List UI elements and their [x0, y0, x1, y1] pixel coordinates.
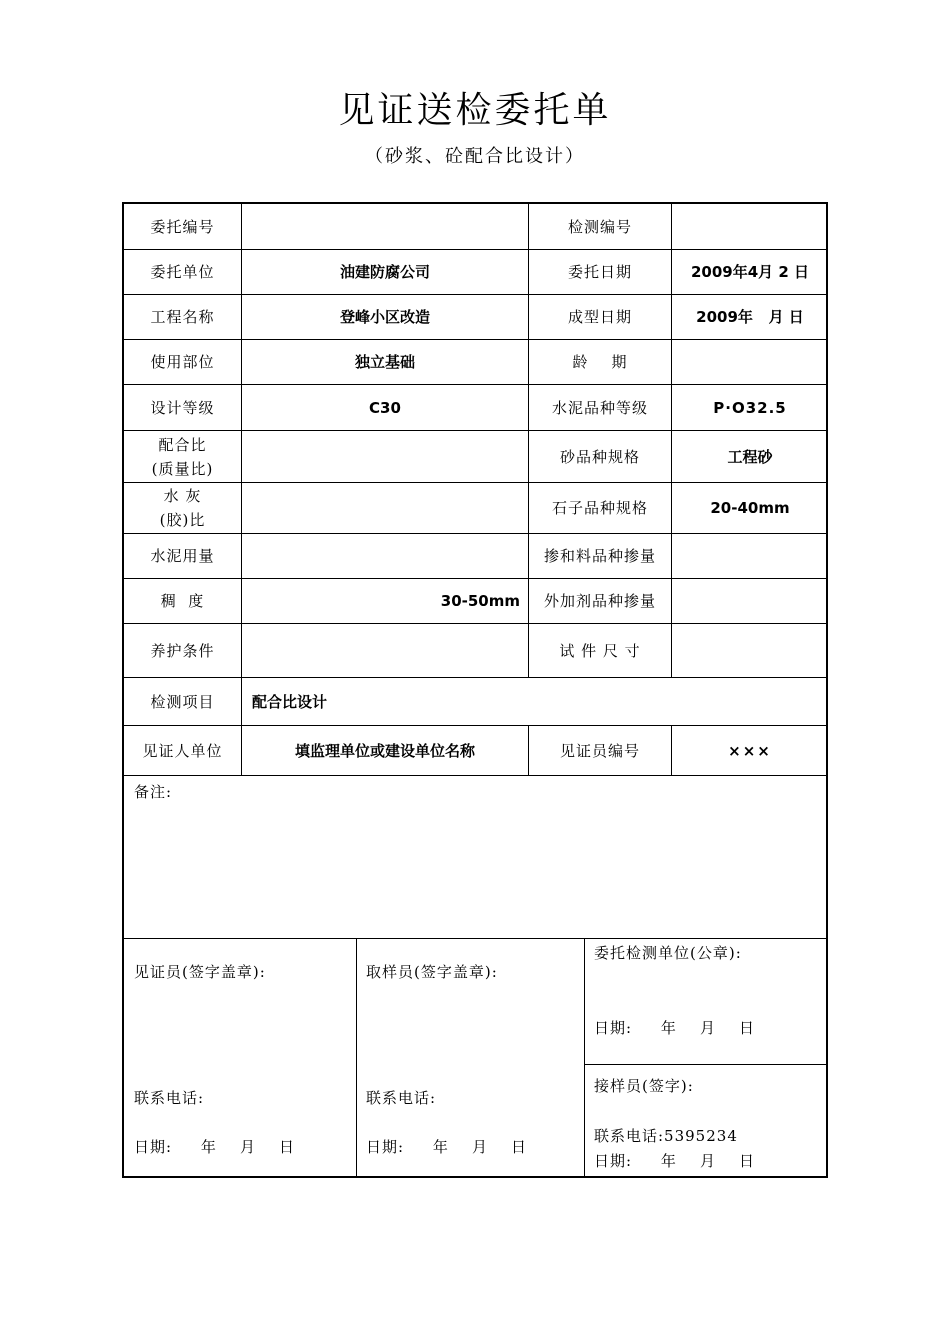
footer-divider-1	[356, 939, 357, 1178]
label-age: 龄 期	[529, 340, 672, 385]
value-entrust-unit[interactable]: 油建防腐公司	[242, 250, 529, 295]
label-water-cement-ratio	[124, 483, 242, 534]
value-mix-ratio[interactable]	[242, 431, 529, 483]
label-witness-no: 见证员编号	[529, 726, 672, 776]
label-mix-ratio-line1: 配合比	[158, 435, 207, 454]
label-admixture-amount: 掺和料品种掺量	[529, 534, 672, 579]
label-test-no: 检测编号	[529, 204, 672, 250]
value-design-grade[interactable]: C30	[242, 385, 529, 431]
label-usage-part: 使用部位	[124, 340, 242, 385]
receiver-date: 日期: 年 月 日	[594, 1152, 756, 1170]
value-admixture-amount[interactable]	[672, 534, 828, 579]
label-sand-spec: 砂品种规格	[529, 431, 672, 483]
label-specimen-size: 试 件 尺 寸	[529, 624, 672, 678]
value-witness-no[interactable]: ×××	[672, 726, 828, 776]
label-witness-unit: 见证人单位	[124, 726, 242, 776]
label-entrust-unit: 委托单位	[124, 250, 242, 295]
value-curing[interactable]	[242, 624, 529, 678]
value-cement-grade[interactable]: P·O32.5	[672, 385, 828, 431]
sampler-phone: 联系电话:	[366, 1089, 437, 1107]
label-design-grade: 设计等级	[124, 385, 242, 431]
page-title: 见证送检委托单	[338, 90, 612, 131]
label-curing: 养护条件	[124, 624, 242, 678]
label-entrust-date: 委托日期	[529, 250, 672, 295]
value-water-cement-ratio[interactable]	[242, 483, 529, 534]
value-witness-unit[interactable]: 填监理单位或建设单位名称	[242, 726, 529, 776]
label-mix-ratio	[124, 431, 242, 483]
footer-divider-3	[584, 1064, 828, 1065]
receiver-phone: 联系电话:5395234	[594, 1127, 738, 1145]
sampler-sign: 取样员(签字盖章):	[366, 963, 498, 981]
label-test-item: 检测项目	[124, 678, 242, 726]
value-usage-part[interactable]: 独立基础	[242, 340, 529, 385]
entrustment-form	[122, 202, 828, 1178]
page-subtitle: （砂浆、砼配合比设计）	[365, 146, 585, 167]
value-project-name[interactable]: 登峰小区改造	[242, 295, 529, 340]
unit-seal: 委托检测单位(公章):	[594, 944, 742, 962]
label-consistency: 稠 度	[124, 579, 242, 624]
value-entrust-no[interactable]	[242, 204, 529, 250]
value-stone-spec[interactable]: 20-40mm	[672, 483, 828, 534]
value-cement-amount[interactable]	[242, 534, 529, 579]
value-age[interactable]	[672, 340, 828, 385]
value-entrust-date[interactable]: 2009年4月 2 日	[672, 250, 828, 295]
value-forming-date[interactable]: 2009年 月 日	[672, 295, 828, 340]
unit-date: 日期: 年 月 日	[594, 1019, 756, 1037]
value-consistency[interactable]: 30-50mm	[242, 579, 529, 624]
label-project-name: 工程名称	[124, 295, 242, 340]
label-cement-amount: 水泥用量	[124, 534, 242, 579]
label-entrust-no: 委托编号	[124, 204, 242, 250]
label-forming-date: 成型日期	[529, 295, 672, 340]
footer-divider-2	[584, 939, 585, 1178]
witness-phone: 联系电话:	[134, 1089, 205, 1107]
remarks-area[interactable]	[124, 776, 828, 939]
label-cement-grade: 水泥品种等级	[529, 385, 672, 431]
label-additive-amount: 外加剂品种掺量	[529, 579, 672, 624]
witness-sign: 见证员(签字盖章):	[134, 963, 266, 981]
value-additive-amount[interactable]	[672, 579, 828, 624]
label-wc-line1: 水 灰	[163, 487, 202, 505]
value-test-item[interactable]: 配合比设计	[242, 678, 828, 726]
receiver-sign: 接样员(签字):	[594, 1077, 694, 1095]
label-stone-spec: 石子品种规格	[529, 483, 672, 534]
remarks-label: 备注:	[134, 783, 173, 801]
value-test-no[interactable]	[672, 204, 828, 250]
witness-date: 日期: 年 月 日	[134, 1138, 296, 1156]
sampler-date: 日期: 年 月 日	[366, 1138, 528, 1156]
value-sand-spec[interactable]: 工程砂	[672, 431, 828, 483]
label-wc-line2: (胶)比	[159, 511, 206, 529]
label-mix-ratio-line2: (质量比)	[151, 459, 214, 478]
value-specimen-size[interactable]	[672, 624, 828, 678]
